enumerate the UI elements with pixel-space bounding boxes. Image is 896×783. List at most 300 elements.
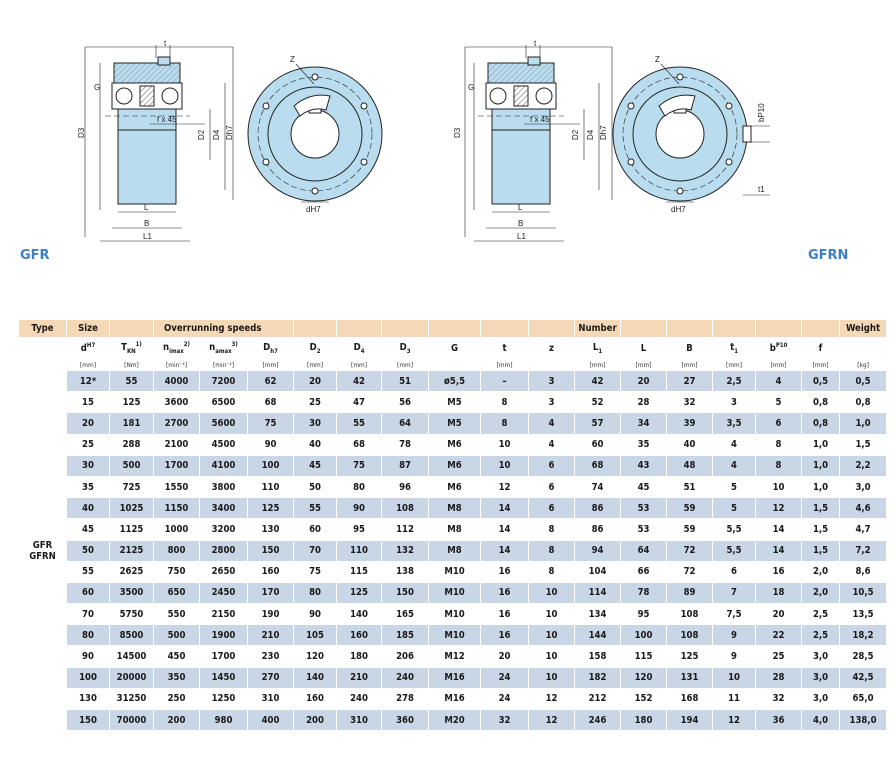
table-cell: 8,6: [840, 561, 887, 582]
table-cell: 64: [382, 413, 429, 434]
table-cell: 3500: [110, 582, 154, 603]
table-cell: 2800: [200, 540, 248, 561]
table-row: [19, 498, 887, 519]
header-weight: Weight: [840, 320, 887, 338]
table-cell: 86: [575, 498, 621, 519]
label-l1: L1: [143, 232, 152, 241]
label-fx45: f x 45: [157, 115, 177, 124]
unit-col-1: [Nm]: [110, 360, 154, 371]
table-cell: 240: [382, 667, 429, 688]
table-cell: 2100: [154, 434, 200, 455]
table-cell: 550: [154, 604, 200, 625]
table-cell: 8500: [110, 625, 154, 646]
table-cell: 16: [756, 561, 802, 582]
table-cell: 42: [575, 371, 621, 392]
unit-col-17: [kg]: [840, 360, 887, 371]
symbol-col-4: $D_{h7}$: [248, 338, 294, 360]
table-cell: 80: [67, 625, 110, 646]
table-cell: 55: [67, 561, 110, 582]
table-cell: 100: [67, 667, 110, 688]
table-cell: 140: [337, 604, 382, 625]
table-cell: 181: [110, 413, 154, 434]
table-cell: 10: [529, 625, 575, 646]
label-z: Z: [290, 55, 295, 64]
table-cell: 30: [67, 455, 110, 476]
table-cell: 288: [110, 434, 154, 455]
table-cell: 185: [382, 625, 429, 646]
unit-col-4: [mm]: [248, 360, 294, 371]
table-cell: 500: [154, 625, 200, 646]
table-cell: 3200: [200, 519, 248, 540]
table-cell: 0,5: [802, 371, 840, 392]
table-cell: 60: [575, 434, 621, 455]
symbol-col-0: $d^{H7}$: [67, 338, 110, 360]
gfrn-side-view: [465, 45, 612, 241]
table-row: [19, 476, 887, 497]
table-cell: 450: [154, 646, 200, 667]
table-cell: 2,5: [713, 371, 756, 392]
gfrn-front-view: [613, 64, 770, 202]
table-cell: 140: [294, 667, 337, 688]
table-cell: 56: [382, 392, 429, 413]
table-cell: 40: [667, 434, 713, 455]
table-cell: 3,5: [713, 413, 756, 434]
table-cell: 65,0: [840, 688, 887, 709]
table-cell: 5,5: [713, 519, 756, 540]
table-cell: 8: [756, 455, 802, 476]
table-cell: 6500: [200, 392, 248, 413]
table-cell: 1,5: [802, 519, 840, 540]
table-cell: 2700: [154, 413, 200, 434]
table-cell: 2650: [200, 561, 248, 582]
table-cell: 3: [713, 392, 756, 413]
label-dh7: Dh7: [225, 125, 234, 140]
table-cell: 170: [248, 582, 294, 603]
table-cell: 95: [621, 604, 667, 625]
table-cell: 980: [200, 710, 248, 731]
table-cell: 3: [529, 371, 575, 392]
table-cell: 10: [481, 455, 529, 476]
type-value: GFRN: [29, 550, 56, 562]
table-cell: 87: [382, 455, 429, 476]
table-cell: 2,0: [802, 582, 840, 603]
table-cell: 3400: [200, 498, 248, 519]
table-cell: 230: [248, 646, 294, 667]
table-cell: 246: [575, 710, 621, 731]
table-cell: 250: [154, 688, 200, 709]
table-cell: 4: [529, 413, 575, 434]
table-cell: 310: [248, 688, 294, 709]
table-cell: 3,0: [840, 476, 887, 497]
header-type: Type: [19, 320, 67, 338]
table-cell: 2450: [200, 582, 248, 603]
table-cell: 210: [337, 667, 382, 688]
table-cell: 150: [67, 710, 110, 731]
table-cell: 42: [337, 371, 382, 392]
table-cell: 130: [67, 688, 110, 709]
table-cell: 22: [756, 625, 802, 646]
unit-col-6: [mm]: [337, 360, 382, 371]
table-cell: 115: [621, 646, 667, 667]
table-row: [19, 561, 887, 582]
table-cell: 5: [756, 392, 802, 413]
model-label-gfr: GFR: [20, 248, 50, 263]
table-cell: 6: [529, 455, 575, 476]
table-cell: 5750: [110, 604, 154, 625]
table-cell: 75: [337, 455, 382, 476]
label-bp10: bP10: [757, 103, 766, 122]
table-cell: 5: [713, 498, 756, 519]
table-cell: 14: [481, 498, 529, 519]
table-cell: 108: [667, 625, 713, 646]
label-l1-n: L1: [517, 232, 526, 241]
table-cell: 194: [667, 710, 713, 731]
table-row: [19, 688, 887, 709]
table-cell: M5: [429, 392, 481, 413]
table-cell: 132: [382, 540, 429, 561]
table-cell: 10: [529, 604, 575, 625]
gfr-front-view: [248, 64, 382, 202]
table-cell: 90: [67, 646, 110, 667]
table-cell: 0,8: [802, 392, 840, 413]
table-cell: 18: [756, 582, 802, 603]
table-cell: 1550: [154, 476, 200, 497]
table-cell: M16: [429, 688, 481, 709]
table-cell: 180: [621, 710, 667, 731]
table-cell: 55: [337, 413, 382, 434]
label-t: t: [164, 39, 167, 48]
table-cell: 8: [756, 434, 802, 455]
table-cell: 55: [110, 371, 154, 392]
table-cell: 212: [575, 688, 621, 709]
unit-col-7: [mm]: [382, 360, 429, 371]
table-cell: 6: [713, 561, 756, 582]
table-cell: M10: [429, 582, 481, 603]
table-cell: 110: [337, 540, 382, 561]
table-cell: 650: [154, 582, 200, 603]
label-z-n: Z: [655, 55, 660, 64]
table-cell: 12: [529, 688, 575, 709]
table-cell: M6: [429, 455, 481, 476]
symbol-col-9: t: [481, 338, 529, 360]
table-cell: 108: [667, 604, 713, 625]
table-cell: 68: [337, 434, 382, 455]
unit-col-3: [min⁻¹]: [200, 360, 248, 371]
table-cell: 28: [756, 667, 802, 688]
table-row: [19, 392, 887, 413]
table-cell: 4: [529, 434, 575, 455]
table-cell: 10: [529, 646, 575, 667]
table-cell: 75: [294, 561, 337, 582]
table-cell: 2125: [110, 540, 154, 561]
table-cell: 144: [575, 625, 621, 646]
table-cell: 52: [575, 392, 621, 413]
table-cell: 120: [621, 667, 667, 688]
label-d2: D2: [197, 129, 206, 140]
table-cell: M5: [429, 413, 481, 434]
table-row: [19, 710, 887, 731]
unit-col-15: [mm]: [756, 360, 802, 371]
table-cell: 32: [756, 688, 802, 709]
table-cell: 190: [248, 604, 294, 625]
label-fx45-n: f x 45: [530, 115, 550, 124]
table-cell: 10: [713, 667, 756, 688]
table-cell: 1,0: [840, 413, 887, 434]
table-cell: 8: [481, 413, 529, 434]
table-cell: 210: [248, 625, 294, 646]
table-cell: 7,5: [713, 604, 756, 625]
symbol-col-13: B: [667, 338, 713, 360]
table-cell: 138: [382, 561, 429, 582]
table-row: [19, 371, 887, 392]
table-cell: 105: [294, 625, 337, 646]
table-cell: 3: [529, 392, 575, 413]
table-cell: 14: [756, 540, 802, 561]
table-cell: 350: [154, 667, 200, 688]
label-l-n: L: [518, 203, 523, 212]
table-cell: M12: [429, 646, 481, 667]
symbol-col-1: $T_{KN}^{1)}$: [110, 338, 154, 360]
table-cell: 96: [382, 476, 429, 497]
table-cell: 1900: [200, 625, 248, 646]
table-cell: 4,0: [802, 710, 840, 731]
table-cell: 10,5: [840, 582, 887, 603]
table-cell: 40: [294, 434, 337, 455]
table-cell: 12: [713, 710, 756, 731]
table-cell: 152: [621, 688, 667, 709]
table-cell: 70000: [110, 710, 154, 731]
table-cell: 150: [248, 540, 294, 561]
table-cell: 725: [110, 476, 154, 497]
table-cell: 240: [337, 688, 382, 709]
table-cell: 20: [621, 371, 667, 392]
table-cell: 6: [529, 476, 575, 497]
table-cell: 1,5: [802, 498, 840, 519]
table-cell: 64: [621, 540, 667, 561]
table-cell: 8: [529, 540, 575, 561]
table-cell: 4,7: [840, 519, 887, 540]
table-cell: 47: [337, 392, 382, 413]
table-cell: 2150: [200, 604, 248, 625]
table-cell: 3,0: [802, 688, 840, 709]
symbol-col-7: $D_3$: [382, 338, 429, 360]
table-cell: 165: [382, 604, 429, 625]
table-cell: 100: [248, 455, 294, 476]
table-cell: 59: [667, 498, 713, 519]
symbol-col-16: f: [802, 338, 840, 360]
table-cell: 12*: [67, 371, 110, 392]
table-cell: 4,6: [840, 498, 887, 519]
table-cell: 74: [575, 476, 621, 497]
table-cell: 310: [337, 710, 382, 731]
table-cell: 11: [713, 688, 756, 709]
table-cell: 10: [529, 582, 575, 603]
table-cell: 206: [382, 646, 429, 667]
table-cell: 750: [154, 561, 200, 582]
table-cell: 51: [667, 476, 713, 497]
table-cell: 57: [575, 413, 621, 434]
table-cell: 100: [621, 625, 667, 646]
table-cell: 78: [382, 434, 429, 455]
table-cell: 1,0: [802, 434, 840, 455]
table-group-header: [19, 320, 887, 338]
table-cell: 62: [248, 371, 294, 392]
table-cell: 125: [110, 392, 154, 413]
table-cell: 5,5: [713, 540, 756, 561]
table-cell: 4: [756, 371, 802, 392]
table-cell: 90: [248, 434, 294, 455]
table-cell: 24: [481, 667, 529, 688]
table-cell: 8: [481, 392, 529, 413]
table-cell: 2625: [110, 561, 154, 582]
label-d2-n: D2: [571, 129, 580, 140]
table-cell: 104: [575, 561, 621, 582]
table-cell: 68: [575, 455, 621, 476]
table-cell: 3800: [200, 476, 248, 497]
symbol-col-17: [840, 338, 887, 360]
table-cell: 80: [337, 476, 382, 497]
table-cell: 20: [756, 604, 802, 625]
specification-table: [18, 319, 887, 731]
table-cell: 75: [248, 413, 294, 434]
table-cell: 400: [248, 710, 294, 731]
label-d3: D3: [77, 127, 86, 138]
table-cell: 60: [67, 582, 110, 603]
table-cell: 1,0: [802, 455, 840, 476]
symbol-col-14: $t_1$: [713, 338, 756, 360]
table-cell: 16: [481, 604, 529, 625]
table-cell: 2,5: [802, 625, 840, 646]
table-cell: 27: [667, 371, 713, 392]
table-cell: 13,5: [840, 604, 887, 625]
table-cell: 25: [294, 392, 337, 413]
table-cell: 1125: [110, 519, 154, 540]
table-cell: 0,8: [840, 392, 887, 413]
table-cell: 20: [67, 413, 110, 434]
table-cell: 60: [294, 519, 337, 540]
table-cell: M16: [429, 667, 481, 688]
table-cell: 160: [294, 688, 337, 709]
symbol-col-11: $L_1$: [575, 338, 621, 360]
table-cell: 35: [621, 434, 667, 455]
label-dh7-n: Dh7: [599, 125, 608, 140]
table-cell: 2,0: [802, 561, 840, 582]
table-cell: 72: [667, 540, 713, 561]
table-cell: 24: [481, 688, 529, 709]
table-cell: 45: [67, 519, 110, 540]
table-cell: 1150: [154, 498, 200, 519]
symbol-col-10: z: [529, 338, 575, 360]
unit-col-10: [529, 360, 575, 371]
table-cell: 110: [248, 476, 294, 497]
table-cell: 15: [67, 392, 110, 413]
table-cell: 1250: [200, 688, 248, 709]
table-cell: 125: [667, 646, 713, 667]
table-cell: 2,2: [840, 455, 887, 476]
table-cell: 39: [667, 413, 713, 434]
unit-col-16: [mm]: [802, 360, 840, 371]
header-number: Number: [575, 320, 621, 338]
table-cell: 8: [529, 561, 575, 582]
table-cell: 4100: [200, 455, 248, 476]
model-label-gfrn: GFRN: [808, 248, 849, 263]
table-cell: 90: [337, 498, 382, 519]
symbol-col-15: $b^{P10}$: [756, 338, 802, 360]
table-cell: 94: [575, 540, 621, 561]
table-cell: 25: [67, 434, 110, 455]
table-row: [19, 540, 887, 561]
table-cell: M6: [429, 434, 481, 455]
table-cell: 12: [481, 476, 529, 497]
table-cell: 3,0: [802, 667, 840, 688]
table-cell: 55: [294, 498, 337, 519]
symbol-col-6: $D_4$: [337, 338, 382, 360]
table-cell: 14: [481, 519, 529, 540]
table-cell: 53: [621, 498, 667, 519]
table-cell: 25: [756, 646, 802, 667]
table-cell: M10: [429, 604, 481, 625]
table-cell: 14500: [110, 646, 154, 667]
symbol-col-2: $n_{imax}^{2)}$: [154, 338, 200, 360]
table-cell: 7: [713, 582, 756, 603]
table-cell: 78: [621, 582, 667, 603]
label-d4-n: D4: [586, 129, 595, 140]
table-cell: 500: [110, 455, 154, 476]
table-cell: 51: [382, 371, 429, 392]
table-cell: 1,5: [840, 434, 887, 455]
table-cell: 28: [621, 392, 667, 413]
table-cell: 90: [294, 604, 337, 625]
label-b: B: [144, 219, 150, 228]
label-l: L: [144, 203, 149, 212]
table-cell: M8: [429, 498, 481, 519]
table-row: [19, 667, 887, 688]
table-row: [19, 625, 887, 646]
table-cell: 12: [756, 498, 802, 519]
symbol-col-5: $D_2$: [294, 338, 337, 360]
table-cell: 360: [382, 710, 429, 731]
table-cell: 200: [154, 710, 200, 731]
table-cell: 32: [481, 710, 529, 731]
table-cell: 160: [337, 625, 382, 646]
table-cell: 40: [67, 498, 110, 519]
unit-col-13: [mm]: [667, 360, 713, 371]
unit-col-12: [mm]: [621, 360, 667, 371]
table-cell: 10: [481, 434, 529, 455]
table-cell: M10: [429, 625, 481, 646]
table-cell: M20: [429, 710, 481, 731]
table-cell: 0,5: [840, 371, 887, 392]
table-cell: 20: [481, 646, 529, 667]
table-cell: 10: [756, 476, 802, 497]
table-cell: 1700: [200, 646, 248, 667]
table-cell: 4000: [154, 371, 200, 392]
table-cell: 32: [667, 392, 713, 413]
table-cell: 4: [713, 455, 756, 476]
type-value: GFR: [32, 539, 53, 551]
table-cell: 50: [294, 476, 337, 497]
table-cell: 34: [621, 413, 667, 434]
table-cell: 12: [529, 710, 575, 731]
unit-col-0: [mm]: [67, 360, 110, 371]
table-cell: 158: [575, 646, 621, 667]
unit-col-8: [429, 360, 481, 371]
table-cell: 18,2: [840, 625, 887, 646]
technical-drawings: [0, 0, 896, 300]
symbol-col-8: G: [429, 338, 481, 360]
table-cell: 182: [575, 667, 621, 688]
table-cell: 1025: [110, 498, 154, 519]
